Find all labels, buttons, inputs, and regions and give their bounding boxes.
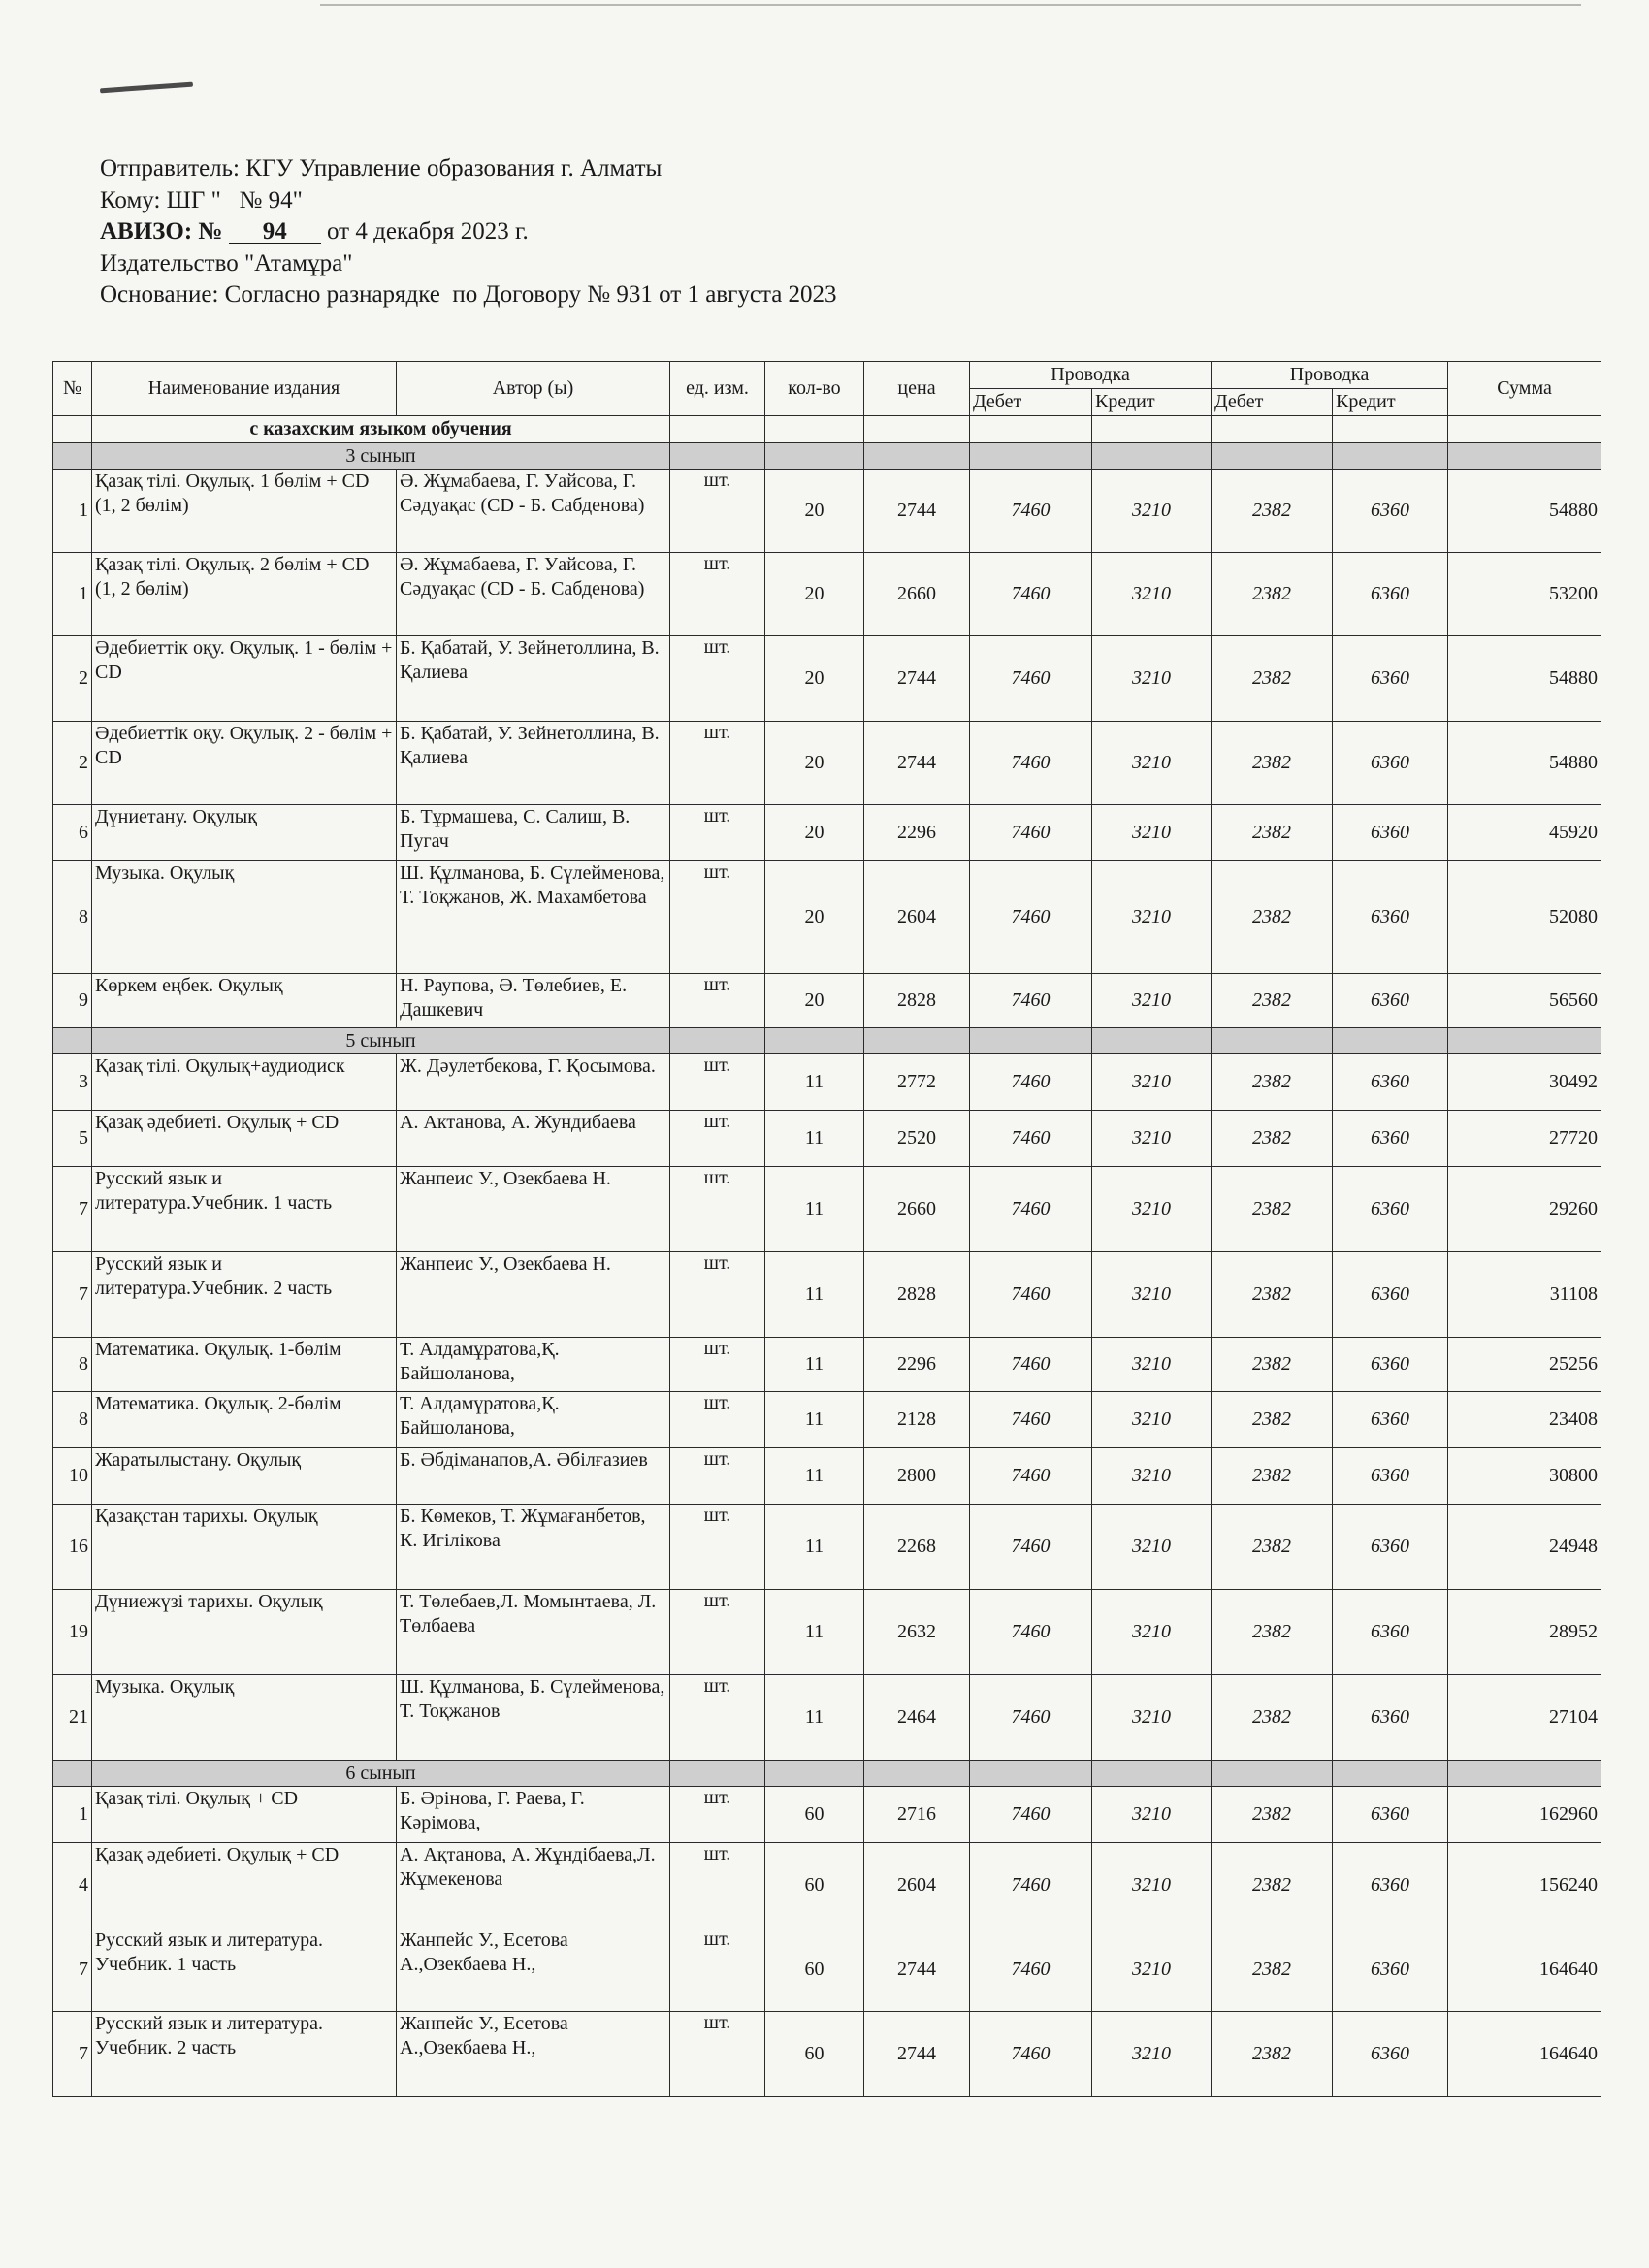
credit-2: 6360: [1333, 553, 1448, 636]
debit-2: 2382: [1212, 1054, 1333, 1111]
book-title: Дүниежүзі тарихы. Оқулық: [92, 1590, 397, 1675]
quantity: 60: [765, 1787, 864, 1843]
quantity: 11: [765, 1675, 864, 1761]
col-qty: кол-во: [765, 362, 864, 416]
sum: 156240: [1448, 1843, 1601, 1928]
book-author: Ш. Құлманова, Б. Сүлейменова, Т. Тоқжанов: [397, 1675, 670, 1761]
unit: шт.: [670, 861, 765, 974]
sum: 30800: [1448, 1448, 1601, 1505]
col-credit-2: Кредит: [1333, 389, 1448, 416]
col-author: Автор (ы): [397, 362, 670, 416]
avizo-number: 94: [229, 220, 321, 244]
items-table: [52, 361, 1601, 2097]
avizo-date: от 4 декабря 2023 г.: [320, 218, 529, 244]
book-title: Көркем еңбек. Оқулық: [92, 974, 397, 1028]
section-label: с казахским языком обучения: [92, 416, 670, 443]
row-number: 21: [53, 1675, 92, 1761]
credit-2: 6360: [1333, 470, 1448, 553]
debit-2: 2382: [1212, 470, 1333, 553]
col-sum: Сумма: [1448, 362, 1601, 416]
table-row: [53, 1843, 1601, 1928]
sum: 30492: [1448, 1054, 1601, 1111]
sum: 31108: [1448, 1252, 1601, 1338]
debit-1: 7460: [970, 1928, 1092, 2012]
book-author: Б. Көмеков, Т. Жұмағанбетов, К. Игілікова: [397, 1505, 670, 1590]
book-author: Н. Раупова, Ә. Төлебиев, Е. Дашкевич: [397, 974, 670, 1028]
sum: 54880: [1448, 636, 1601, 722]
table-row: [53, 974, 1601, 1028]
debit-1: 7460: [970, 470, 1092, 553]
book-title: Қазақ тілі. Оқулық+аудиодиск: [92, 1054, 397, 1111]
row-number: 5: [53, 1111, 92, 1167]
basis-line: Основание: Согласно разнарядке по Договору № 931 от 1 августа 2023: [100, 281, 837, 308]
book-title: Музыка. Оқулық: [92, 861, 397, 974]
book-author: Т. Алдамұратова,Қ. Байшоланова,: [397, 1392, 670, 1448]
debit-1: 7460: [970, 722, 1092, 805]
credit-1: 3210: [1092, 805, 1212, 861]
table-row: [53, 1392, 1601, 1448]
col-name: Наименование издания: [92, 362, 397, 416]
quantity: 11: [765, 1392, 864, 1448]
unit: шт.: [670, 553, 765, 636]
row-number: 19: [53, 1590, 92, 1675]
quantity: 11: [765, 1167, 864, 1252]
price: 2744: [864, 636, 970, 722]
table-row: [53, 1448, 1601, 1505]
row-number: 7: [53, 2012, 92, 2097]
sender-line: Отправитель: КГУ Управление образования г. Алматы: [100, 155, 663, 181]
credit-2: 6360: [1333, 722, 1448, 805]
price: 2828: [864, 1252, 970, 1338]
publisher-line: Издательство "Атамұра": [100, 249, 353, 276]
debit-2: 2382: [1212, 1111, 1333, 1167]
debit-2: 2382: [1212, 974, 1333, 1028]
quantity: 20: [765, 722, 864, 805]
sum: 54880: [1448, 722, 1601, 805]
unit: шт.: [670, 1590, 765, 1675]
book-title: Қазақстан тарихы. Оқулық: [92, 1505, 397, 1590]
table-row: [53, 1111, 1601, 1167]
document-header: [100, 153, 837, 311]
price: 2800: [864, 1448, 970, 1505]
book-title: Қазақ тілі. Оқулық. 1 бөлім + CD (1, 2 бөлім): [92, 470, 397, 553]
price: 2464: [864, 1675, 970, 1761]
section-row: [53, 416, 1601, 443]
quantity: 20: [765, 861, 864, 974]
credit-1: 3210: [1092, 553, 1212, 636]
price: 2268: [864, 1505, 970, 1590]
debit-1: 7460: [970, 553, 1092, 636]
price: 2744: [864, 1928, 970, 2012]
credit-1: 3210: [1092, 1111, 1212, 1167]
book-title: Әдебиеттік оқу. Оқулық. 2 - бөлім + CD: [92, 722, 397, 805]
row-number: 3: [53, 1054, 92, 1111]
book-author: Б. Тұрмашева, С. Салиш, В. Пугач: [397, 805, 670, 861]
row-number: 1: [53, 553, 92, 636]
credit-1: 3210: [1092, 1590, 1212, 1675]
sum: 52080: [1448, 861, 1601, 974]
table-row: [53, 553, 1601, 636]
credit-1: 3210: [1092, 1392, 1212, 1448]
unit: шт.: [670, 1787, 765, 1843]
book-author: А. Ақтанова, А. Жұндібаева,Л. Жұмекенова: [397, 1843, 670, 1928]
col-debit-1: Дебет: [970, 389, 1092, 416]
book-author: Б. Қабатай, У. Зейнетоллина, В. Қалиева: [397, 636, 670, 722]
table-row: [53, 1675, 1601, 1761]
debit-2: 2382: [1212, 805, 1333, 861]
sum: 164640: [1448, 2012, 1601, 2097]
debit-1: 7460: [970, 861, 1092, 974]
unit: шт.: [670, 1928, 765, 2012]
credit-2: 6360: [1333, 1787, 1448, 1843]
quantity: 20: [765, 470, 864, 553]
credit-2: 6360: [1333, 1167, 1448, 1252]
debit-2: 2382: [1212, 1843, 1333, 1928]
book-title: Русский язык и литература.Учебник. 2 часть: [92, 1252, 397, 1338]
col-num: №: [53, 362, 92, 416]
book-title: Жаратылыстану. Оқулық: [92, 1448, 397, 1505]
credit-2: 6360: [1333, 1675, 1448, 1761]
table-row: [53, 636, 1601, 722]
book-title: Қазақ әдебиеті. Оқулық + CD: [92, 1843, 397, 1928]
row-number: 8: [53, 861, 92, 974]
sum: 27104: [1448, 1675, 1601, 1761]
debit-2: 2382: [1212, 1252, 1333, 1338]
debit-1: 7460: [970, 805, 1092, 861]
credit-2: 6360: [1333, 1252, 1448, 1338]
row-number: 2: [53, 722, 92, 805]
debit-2: 2382: [1212, 1392, 1333, 1448]
price: 2128: [864, 1392, 970, 1448]
debit-2: 2382: [1212, 722, 1333, 805]
table-body: [53, 416, 1601, 2097]
table-row: [53, 805, 1601, 861]
credit-2: 6360: [1333, 1448, 1448, 1505]
credit-2: 6360: [1333, 636, 1448, 722]
row-number: 8: [53, 1392, 92, 1448]
sum: 54880: [1448, 470, 1601, 553]
debit-1: 7460: [970, 1448, 1092, 1505]
sum: 162960: [1448, 1787, 1601, 1843]
credit-1: 3210: [1092, 1448, 1212, 1505]
table-header: [53, 362, 1601, 416]
debit-1: 7460: [970, 1843, 1092, 1928]
row-number: 7: [53, 1167, 92, 1252]
book-title: Әдебиеттік оқу. Оқулық. 1 - бөлім + CD: [92, 636, 397, 722]
price: 2716: [864, 1787, 970, 1843]
pen-mark: [100, 82, 193, 94]
credit-2: 6360: [1333, 974, 1448, 1028]
debit-2: 2382: [1212, 2012, 1333, 2097]
scan-edge-line: [320, 4, 1581, 6]
debit-1: 7460: [970, 1252, 1092, 1338]
debit-2: 2382: [1212, 861, 1333, 974]
debit-1: 7460: [970, 1111, 1092, 1167]
book-author: Жанпеис У., Озекбаева Н.: [397, 1252, 670, 1338]
debit-1: 7460: [970, 1338, 1092, 1392]
debit-2: 2382: [1212, 1338, 1333, 1392]
credit-2: 6360: [1333, 2012, 1448, 2097]
credit-2: 6360: [1333, 1928, 1448, 2012]
unit: шт.: [670, 1675, 765, 1761]
unit: шт.: [670, 1167, 765, 1252]
quantity: 11: [765, 1338, 864, 1392]
book-author: Ш. Құлманова, Б. Сүлейменова, Т. Тоқжанов, Ж. Махамбетова: [397, 861, 670, 974]
price: 2660: [864, 553, 970, 636]
sum: 24948: [1448, 1505, 1601, 1590]
table-row: [53, 2012, 1601, 2097]
book-author: Ж. Дәулетбекова, Г. Қосымова.: [397, 1054, 670, 1111]
row-number: 1: [53, 470, 92, 553]
book-title: Русский язык и литература. Учебник. 1 часть: [92, 1928, 397, 2012]
debit-2: 2382: [1212, 1928, 1333, 2012]
debit-2: 2382: [1212, 1590, 1333, 1675]
sum: 45920: [1448, 805, 1601, 861]
unit: шт.: [670, 974, 765, 1028]
credit-2: 6360: [1333, 1338, 1448, 1392]
row-number: 1: [53, 1787, 92, 1843]
debit-2: 2382: [1212, 1505, 1333, 1590]
unit: шт.: [670, 2012, 765, 2097]
book-author: Жанпейс У., Есетова А.,Озекбаева Н.,: [397, 2012, 670, 2097]
credit-1: 3210: [1092, 1252, 1212, 1338]
unit: шт.: [670, 1338, 765, 1392]
table-row: [53, 861, 1601, 974]
book-author: Б. Қабатай, У. Зейнетоллина, В. Қалиева: [397, 722, 670, 805]
unit: шт.: [670, 1054, 765, 1111]
grade-label: 6 сынып: [92, 1761, 670, 1787]
row-number: 10: [53, 1448, 92, 1505]
book-title: Русский язык и литература. Учебник. 2 часть: [92, 2012, 397, 2097]
credit-1: 3210: [1092, 974, 1212, 1028]
col-unit: ед. изм.: [670, 362, 765, 416]
book-author: Жанпейс У., Есетова А.,Озекбаева Н.,: [397, 1928, 670, 2012]
table-row: [53, 1054, 1601, 1111]
table-row: [53, 1167, 1601, 1252]
credit-1: 3210: [1092, 636, 1212, 722]
debit-2: 2382: [1212, 553, 1333, 636]
table-row: [53, 470, 1601, 553]
table-row: [53, 1338, 1601, 1392]
unit: шт.: [670, 1252, 765, 1338]
price: 2296: [864, 805, 970, 861]
book-title: Қазақ әдебиеті. Оқулық + CD: [92, 1111, 397, 1167]
grade-label: 5 сынып: [92, 1028, 670, 1054]
book-author: Т. Төлебаев,Л. Момынтаева, Л. Төлбаева: [397, 1590, 670, 1675]
debit-1: 7460: [970, 1054, 1092, 1111]
table-row: [53, 1787, 1601, 1843]
price: 2744: [864, 2012, 970, 2097]
avizo-label: АВИЗО: №: [100, 218, 223, 244]
unit: шт.: [670, 1111, 765, 1167]
credit-1: 3210: [1092, 470, 1212, 553]
credit-2: 6360: [1333, 805, 1448, 861]
sum: 164640: [1448, 1928, 1601, 2012]
unit: шт.: [670, 1843, 765, 1928]
price: 2604: [864, 861, 970, 974]
debit-1: 7460: [970, 1675, 1092, 1761]
debit-2: 2382: [1212, 1787, 1333, 1843]
price: 2744: [864, 470, 970, 553]
quantity: 60: [765, 1843, 864, 1928]
price: 2828: [864, 974, 970, 1028]
unit: шт.: [670, 470, 765, 553]
quantity: 20: [765, 974, 864, 1028]
col-price: цена: [864, 362, 970, 416]
col-debit-2: Дебет: [1212, 389, 1333, 416]
table-row: [53, 1252, 1601, 1338]
credit-2: 6360: [1333, 1590, 1448, 1675]
credit-2: 6360: [1333, 1111, 1448, 1167]
credit-2: 6360: [1333, 1843, 1448, 1928]
quantity: 20: [765, 553, 864, 636]
debit-1: 7460: [970, 1590, 1092, 1675]
quantity: 11: [765, 1590, 864, 1675]
table-row: [53, 1590, 1601, 1675]
book-title: Қазақ тілі. Оқулық + CD: [92, 1787, 397, 1843]
credit-2: 6360: [1333, 1054, 1448, 1111]
credit-1: 3210: [1092, 861, 1212, 974]
price: 2660: [864, 1167, 970, 1252]
debit-1: 7460: [970, 1167, 1092, 1252]
row-number: 2: [53, 636, 92, 722]
debit-2: 2382: [1212, 1167, 1333, 1252]
sum: 56560: [1448, 974, 1601, 1028]
book-title: Музыка. Оқулық: [92, 1675, 397, 1761]
book-title: Математика. Оқулық. 1-бөлім: [92, 1338, 397, 1392]
book-title: Қазақ тілі. Оқулық. 2 бөлім + CD (1, 2 бөлім): [92, 553, 397, 636]
debit-2: 2382: [1212, 1448, 1333, 1505]
credit-1: 3210: [1092, 1054, 1212, 1111]
book-author: Б. Әбдіманапов,А. Әбілғазиев: [397, 1448, 670, 1505]
book-author: Жанпеис У., Озекбаева Н.: [397, 1167, 670, 1252]
debit-2: 2382: [1212, 636, 1333, 722]
sum: 29260: [1448, 1167, 1601, 1252]
debit-1: 7460: [970, 974, 1092, 1028]
debit-2: 2382: [1212, 1675, 1333, 1761]
credit-1: 3210: [1092, 1675, 1212, 1761]
unit: шт.: [670, 805, 765, 861]
sum: 28952: [1448, 1590, 1601, 1675]
table-row: [53, 1505, 1601, 1590]
book-author: Б. Әрінова, Г. Раева, Г. Кәрімова,: [397, 1787, 670, 1843]
quantity: 11: [765, 1252, 864, 1338]
quantity: 11: [765, 1448, 864, 1505]
table-row: [53, 722, 1601, 805]
sum: 25256: [1448, 1338, 1601, 1392]
grade-row: [53, 1761, 1601, 1787]
unit: шт.: [670, 1448, 765, 1505]
row-number: 9: [53, 974, 92, 1028]
quantity: 60: [765, 1928, 864, 2012]
debit-1: 7460: [970, 2012, 1092, 2097]
unit: шт.: [670, 722, 765, 805]
sum: 53200: [1448, 553, 1601, 636]
sum: 27720: [1448, 1111, 1601, 1167]
credit-1: 3210: [1092, 1167, 1212, 1252]
price: 2604: [864, 1843, 970, 1928]
grade-row: [53, 443, 1601, 470]
unit: шт.: [670, 636, 765, 722]
book-author: А. Актанова, А. Жундибаева: [397, 1111, 670, 1167]
col-posting-1: Проводка: [970, 362, 1212, 389]
price: 2520: [864, 1111, 970, 1167]
table-row: [53, 1928, 1601, 2012]
debit-1: 7460: [970, 636, 1092, 722]
row-number: 8: [53, 1338, 92, 1392]
price: 2296: [864, 1338, 970, 1392]
book-author: Ә. Жұмабаева, Г. Уайсова, Г. Сәдуақас (CD - Б. Сабденова): [397, 470, 670, 553]
book-title: Дүниетану. Оқулық: [92, 805, 397, 861]
credit-1: 3210: [1092, 1787, 1212, 1843]
credit-2: 6360: [1333, 861, 1448, 974]
debit-1: 7460: [970, 1392, 1092, 1448]
book-title: Русский язык и литература.Учебник. 1 часть: [92, 1167, 397, 1252]
sum: 23408: [1448, 1392, 1601, 1448]
price: 2632: [864, 1590, 970, 1675]
row-number: 16: [53, 1505, 92, 1590]
col-posting-2: Проводка: [1212, 362, 1448, 389]
quantity: 11: [765, 1111, 864, 1167]
quantity: 60: [765, 2012, 864, 2097]
unit: шт.: [670, 1505, 765, 1590]
unit: шт.: [670, 1392, 765, 1448]
avizo-line: [100, 216, 837, 248]
debit-1: 7460: [970, 1787, 1092, 1843]
row-number: 4: [53, 1843, 92, 1928]
price: 2772: [864, 1054, 970, 1111]
recipient-line: Кому: ШГ " № 94": [100, 186, 303, 213]
credit-2: 6360: [1333, 1505, 1448, 1590]
credit-1: 3210: [1092, 1843, 1212, 1928]
credit-1: 3210: [1092, 1928, 1212, 2012]
quantity: 11: [765, 1054, 864, 1111]
price: 2744: [864, 722, 970, 805]
row-number: 7: [53, 1928, 92, 2012]
book-title: Математика. Оқулық. 2-бөлім: [92, 1392, 397, 1448]
grade-row: [53, 1028, 1601, 1054]
quantity: 20: [765, 805, 864, 861]
col-credit-1: Кредит: [1092, 389, 1212, 416]
credit-1: 3210: [1092, 1505, 1212, 1590]
quantity: 11: [765, 1505, 864, 1590]
row-number: 7: [53, 1252, 92, 1338]
quantity: 20: [765, 636, 864, 722]
credit-1: 3210: [1092, 1338, 1212, 1392]
credit-1: 3210: [1092, 722, 1212, 805]
grade-label: 3 сынып: [92, 443, 670, 470]
book-author: Ә. Жұмабаева, Г. Уайсова, Г. Сәдуақас (CD - Б. Сабденова): [397, 553, 670, 636]
credit-1: 3210: [1092, 2012, 1212, 2097]
book-author: Т. Алдамұратова,Қ. Байшоланова,: [397, 1338, 670, 1392]
debit-1: 7460: [970, 1505, 1092, 1590]
row-number: 6: [53, 805, 92, 861]
credit-2: 6360: [1333, 1392, 1448, 1448]
